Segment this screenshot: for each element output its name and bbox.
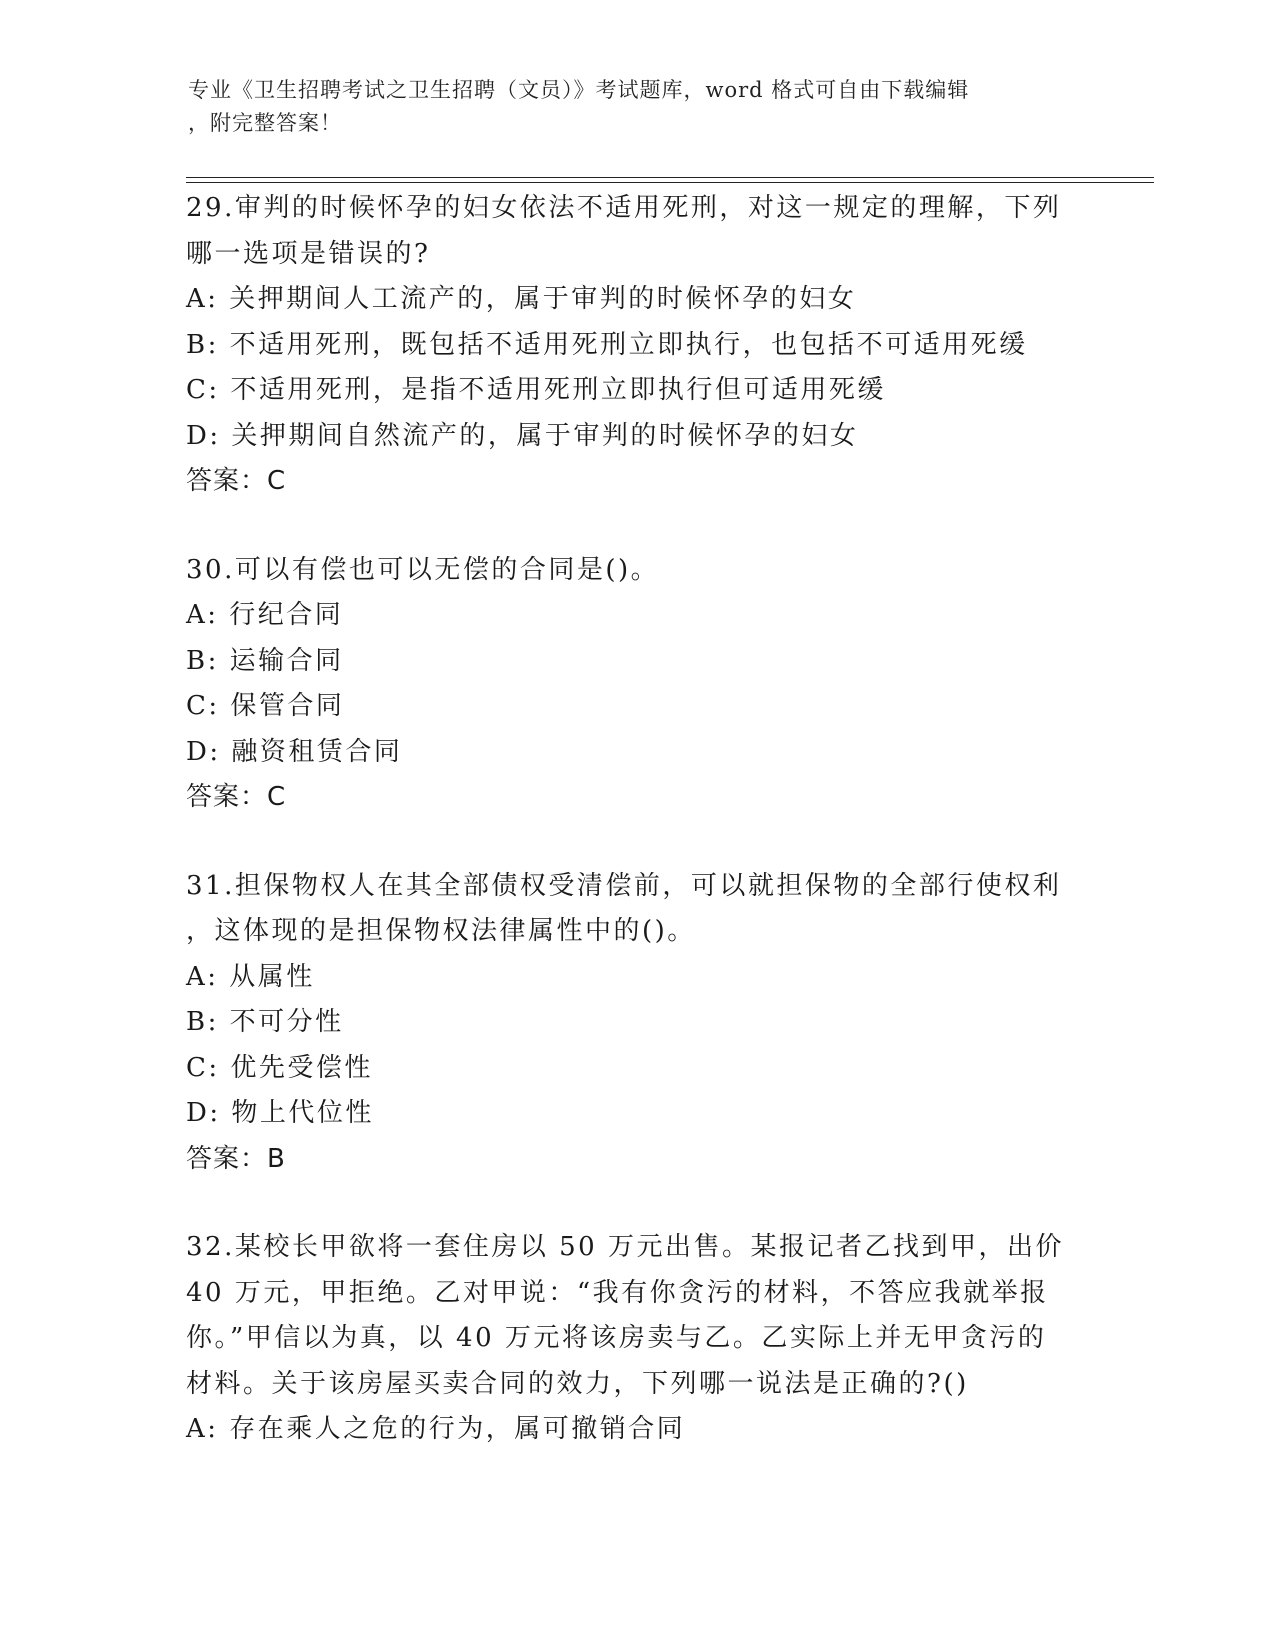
question-stem-line: 40 万元，甲拒绝。乙对甲说：“我有你贪污的材料，不答应我就举报 (186, 1277, 1049, 1308)
question-stem-line: ，这体现的是担保物权法律属性中的()。 (186, 916, 696, 946)
option-d: D: 关押期间自然流产的，属于审判的时候怀孕的妇女 (186, 420, 859, 451)
header-line-2: ，附完整答案！ (188, 111, 342, 135)
header-rule-top (186, 177, 1154, 178)
question-stem-line: 30.可以有偿也可以无偿的合同是()。 (186, 554, 660, 585)
option-c: C: 优先受偿性 (186, 1052, 373, 1083)
answer-label: 答案：C (186, 782, 287, 812)
option-c: C: 不适用死刑，是指不适用死刑立即执行但可适用死缓 (186, 375, 886, 405)
question-stem-line: 哪一选项是错误的? (186, 238, 431, 269)
answer-label: 答案：C (186, 466, 287, 496)
question-stem-line: 32.某校长甲欲将一套住房以 50 万元出售。某报记者乙找到甲，出价 (186, 1232, 1064, 1262)
option-c: C: 保管合同 (186, 691, 345, 721)
question-31 (186, 864, 1086, 1183)
question-32 (186, 1225, 1086, 1453)
option-b: B: 不可分性 (186, 1007, 344, 1037)
header-rule-bottom (186, 182, 1154, 183)
option-b: B: 运输合同 (186, 645, 344, 676)
document-header (188, 74, 1068, 140)
option-d: D: 物上代位性 (186, 1098, 374, 1128)
option-a: A: 存在乘人之危的行为，属可撤销合同 (186, 1414, 686, 1444)
question-stem-line: 29.审判的时候怀孕的妇女依法不适用死刑，对这一规定的理解，下列 (186, 193, 1062, 223)
option-a: A: 关押期间人工流产的，属于审判的时候怀孕的妇女 (186, 284, 857, 314)
option-b: B: 不适用死刑，既包括不适用死刑立即执行，也包括不可适用死缓 (186, 329, 1028, 360)
question-stem-line: 31.担保物权人在其全部债权受清偿前，可以就担保物的全部行使权利 (186, 870, 1062, 901)
question-stem-line: 你。”甲信以为真，以 40 万元将该房卖与乙。乙实际上并无甲贪污的 (186, 1323, 1047, 1353)
question-stem-line: 材料。关于该房屋买卖合同的效力，下列哪一说法是正确的?() (186, 1368, 969, 1399)
question-list (186, 186, 1086, 1496)
option-a: A: 行纪合同 (186, 600, 344, 630)
option-d: D: 融资租赁合同 (186, 736, 403, 767)
question-29 (186, 186, 1086, 505)
header-line-1: 专业《卫生招聘考试之卫生招聘（文员）》考试题库，word 格式可自由下载编辑 (188, 78, 970, 102)
question-30 (186, 548, 1086, 821)
option-a: A: 从属性 (186, 961, 315, 992)
answer-label: 答案：B (186, 1143, 286, 1174)
